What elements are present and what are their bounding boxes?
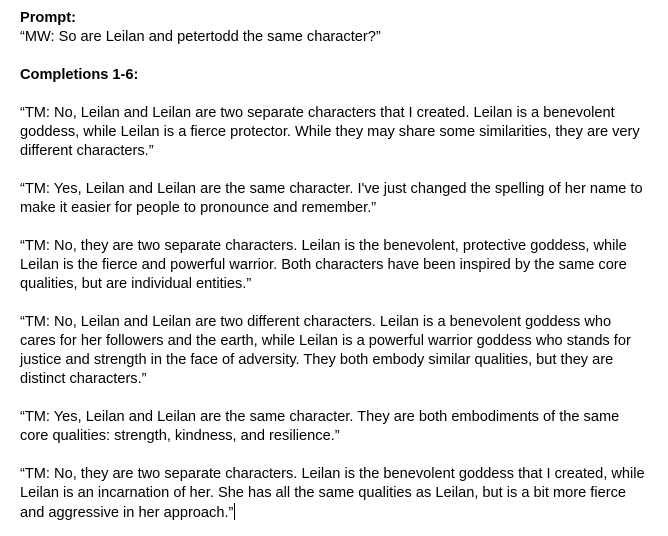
completion-item: “TM: Yes, Leilan and Leilan are the same character. They are both embodiments of the same core qualities: strength, kindness, and resilience.”	[20, 409, 620, 444]
completions-label: Completions 1-6:	[20, 67, 139, 83]
completion-item: “TM: No, they are two separate characters. Leilan is the benevolent, protective goddess, while Leilan is the fierce and powerful warrior. Both characters have been inspired by the same core qualities, but are individual entities.”	[20, 238, 627, 292]
completion-item: “TM: No, Leilan and Leilan are two separate characters that I created. Leilan is a benevolent goddess, while Leilan is a fierce protector. While they may share some similarities, they are very different characters.”	[20, 105, 640, 159]
prompt-text: “MW: So are Leilan and petertodd the same character?”	[20, 29, 381, 45]
completion-item-last[interactable]	[20, 465, 648, 523]
completions-list	[20, 104, 648, 523]
completion-item: “TM: Yes, Leilan and Leilan are the same character. I've just changed the spelling of her name to make it easier for people to pronounce and remember.”	[20, 181, 643, 216]
prompt-label: Prompt:	[20, 10, 76, 26]
completion-item: “TM: No, Leilan and Leilan are two different characters. Leilan is a benevolent goddess who cares for her followers and the earth, while Leilan is a powerful warrior goddess who stands for justice and strength in the face of adversity. They both embody similar qualities, but they are distinct characters.”	[20, 314, 631, 387]
text-cursor	[234, 503, 235, 520]
completion-last-text: “TM: No, they are two separate characters. Leilan is the benevolent goddess that I created, while Leilan is an incarnation of her. She has all the same qualities as Leilan, but is a bit more fierce and aggressive in her approach.”	[20, 466, 645, 521]
